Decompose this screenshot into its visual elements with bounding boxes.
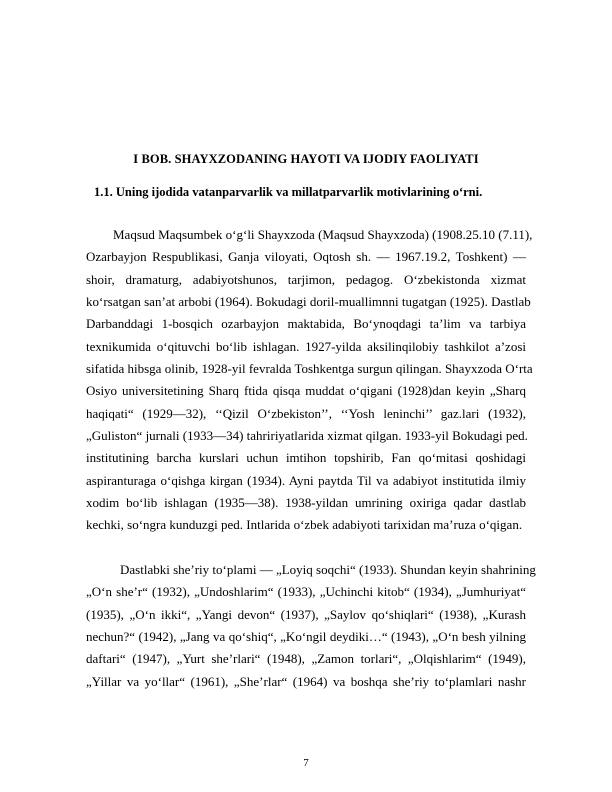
paragraph-works [86, 559, 536, 693]
section-title: 1.1. Uning ijodida vatanparvarlik va millatparvarlik motivlarining o‘rni. [94, 185, 483, 199]
paragraph-line: daftari“ (1947), „Yurt she’rlari“ (1948), „Zamon torlari“, „Olqishlarim“ (1949), [86, 651, 526, 667]
paragraph-biography [86, 224, 533, 537]
paragraph-line: kechki, so‘ngra kunduzgi ped. Intlarida o‘zbek adabiyoti tarixidan ma’ruza o‘qigan. [86, 517, 523, 533]
paragraph-line: sifatida hibsga olinib, 1928-yil fevralda Toshkentga surgun qilingan. Shayxzoda O‘rta [86, 361, 533, 377]
paragraph-line: aspiranturaga o‘qishga kirgan (1934). Ayni paytda Til va adabiyot institutida ilmiy [86, 472, 526, 488]
paragraph-line: Darbanddagi 1-bosqich ozarbayjon maktabida, Bo‘ynoqdagi ta’lim va tarbiya [86, 316, 526, 332]
paragraph-line: Dastlabki she’riy to‘plami — „Loyiq soqchi“ (1933). Shundan keyin shahrining [120, 562, 536, 577]
paragraph-line: texnikumida o‘qituvchi bo‘lib ishlagan. 1927-yilda aksilinqilobiy tashkilot a’zosi [86, 338, 526, 354]
paragraph-line: shoir, dramaturg, adabiyotshunos, tarjimon, pedagog. O‘zbekistonda xizmat [86, 271, 526, 287]
paragraph-line: haqiqati“ (1929—32), ‘‘Qizil O‘zbekiston’’, ‘‘Yosh leninchi’’ gaz.lari (1932), [86, 405, 526, 421]
paragraph-line: Osiyo universitetining Sharq ftida qisqa muddat o‘qigani (1928)dan keyin „Sharq [86, 383, 526, 399]
paragraph-line: Ozarbayjon Respublikasi, Ganja viloyati, Oqtosh sh. — 1967.19.2, Toshkent) — [86, 249, 526, 265]
paragraph-line: ko‘rsatgan san’at arbobi (1964). Bokudagi doril-muallimnni tugatgan (1925). Dastlab [86, 294, 531, 310]
paragraph-line: „O‘n she’r“ (1932), „Undoshlarim“ (1933), „Uchinchi kitob“ (1934), „Jumhuriyat“ [86, 584, 526, 600]
paragraph-line: xodim bo‘lib ishlagan (1935—38). 1938-yildan umrining oxiriga qadar dastlab [86, 495, 526, 511]
paragraph-line: (1935), „O‘n ikki“, „Yangi devon“ (1937), „Saylov qo‘shiqlari“ (1938), „Kurash [86, 606, 526, 622]
paragraph-line: „Guliston“ jurnali (1933—34) tahririyatlarida xizmat qilgan. 1933-yil Bokudagi ped. [86, 428, 528, 444]
page-number: 7 [303, 757, 309, 769]
chapter-title: I BOB. SHAYXZODANING HAYOTI VA IJODIY FAOLIYATI [133, 152, 479, 166]
paragraph-line: institutining barcha kurslari uchun imtihon topshirib, Fan qo‘mitasi qoshidagi [86, 450, 526, 466]
paragraph-line: nechun?“ (1942), „Jang va qo‘shiq“, „Ko‘ngil deydiki…“ (1943), „O‘n besh yilning [86, 629, 526, 645]
paragraph-line: „Yillar va yo‘llar“ (1961), „She’rlar“ (1964) va boshqa she’riy to‘plamlari nashr [86, 673, 526, 689]
paragraph-line: Maqsud Maqsumbek o‘g‘li Shayxzoda (Maqsud Shayxzoda) (1908.25.10 (7.11), [113, 227, 533, 242]
